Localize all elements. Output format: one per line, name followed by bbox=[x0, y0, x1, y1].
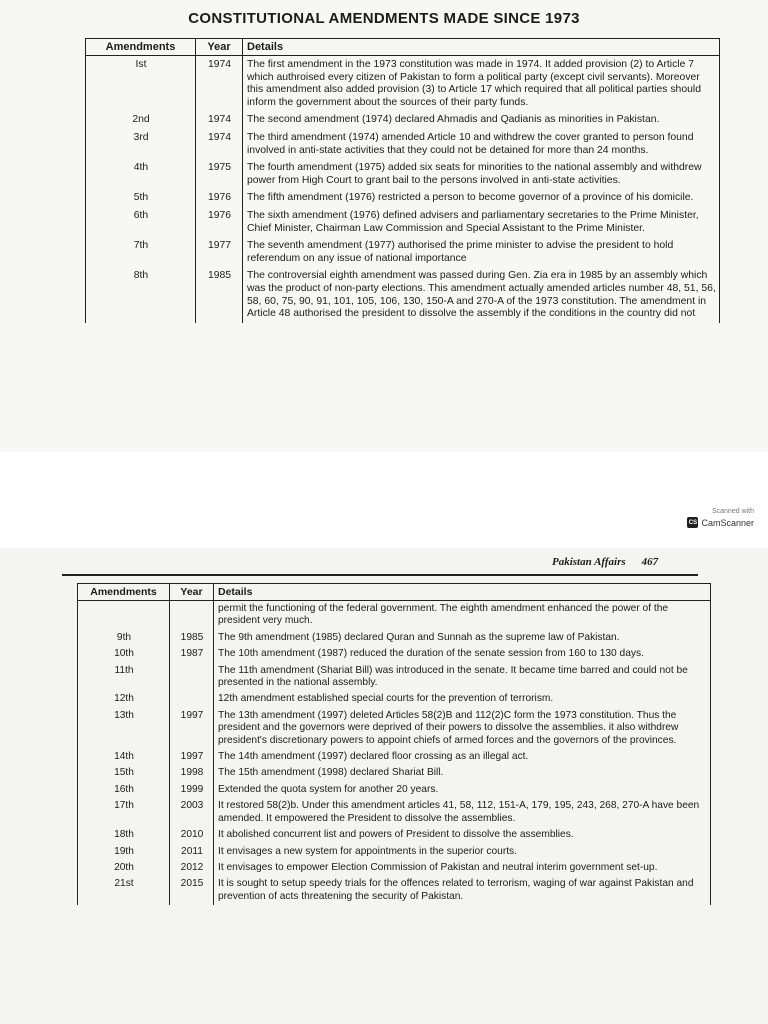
page-number: 467 bbox=[641, 556, 659, 568]
amendment-year: 1997 bbox=[170, 708, 214, 749]
amendment-number: 11th bbox=[78, 663, 170, 692]
amendment-number: 8th bbox=[86, 267, 196, 322]
amendment-year: 2003 bbox=[170, 798, 214, 827]
amendment-number: 3rd bbox=[86, 129, 196, 159]
table-row bbox=[78, 765, 711, 781]
table-row bbox=[78, 663, 711, 692]
amendment-number: 20th bbox=[78, 860, 170, 876]
scanner-brand bbox=[687, 517, 754, 528]
amendment-details: The first amendment in the 1973 constitution was made in 1974. It added provision (2) to Article 7 which authroised every citizen of Pakistan to form a political party (except civil servants). Moreover this amendment also added provision (3) to Article 17 which required that all political parties should inform the government about the sources of their party funds. bbox=[243, 56, 720, 112]
page-title: CONSTITUTIONAL AMENDMENTS MADE SINCE 1973 bbox=[188, 10, 580, 27]
amendment-details: The 13th amendment (1997) deleted Articles 58(2)B and 112(2)C form the 1973 constitution. Thus the president and the governors were deprived of their powers to dissolve the assemblies. it also withdrew president's discretionary powers to appoint chiefs of armed forces and the governors of the provinces. bbox=[214, 708, 711, 749]
amendment-number: 16th bbox=[78, 782, 170, 798]
table-row bbox=[86, 56, 720, 112]
header-details: Details bbox=[214, 584, 711, 601]
amendment-year: 1974 bbox=[196, 56, 243, 112]
table-row bbox=[86, 237, 720, 267]
amendment-year: 1998 bbox=[170, 765, 214, 781]
amendment-year: 1976 bbox=[196, 207, 243, 237]
amendment-details: The 15th amendment (1998) declared Shariat Bill. bbox=[214, 765, 711, 781]
header-year: Year bbox=[170, 584, 214, 601]
amendment-number: 2nd bbox=[86, 111, 196, 129]
amendment-number bbox=[78, 601, 170, 630]
page-scan-top bbox=[0, 0, 768, 452]
amendment-year: 1985 bbox=[196, 267, 243, 322]
amendment-number: 13th bbox=[78, 708, 170, 749]
amendment-number: 4th bbox=[86, 159, 196, 189]
table-row bbox=[86, 207, 720, 237]
table-row bbox=[86, 129, 720, 159]
amendment-year: 2012 bbox=[170, 860, 214, 876]
amendment-year bbox=[170, 691, 214, 707]
amendment-year bbox=[170, 663, 214, 692]
header-rule bbox=[62, 574, 698, 576]
amendment-number: 6th bbox=[86, 207, 196, 237]
amendment-year bbox=[170, 601, 214, 630]
amendment-year: 2011 bbox=[170, 844, 214, 860]
amendments-table-2 bbox=[77, 583, 711, 905]
amendment-details: The seventh amendment (1977) authorised the prime minister to advise the president to hold referendum on any issue of national importance bbox=[243, 237, 720, 267]
amendment-details: The second amendment (1974) declared Ahmadis and Qadianis as minorities in Pakistan. bbox=[243, 111, 720, 129]
table-row bbox=[78, 827, 711, 843]
scanner-caption: Scanned with bbox=[711, 508, 754, 515]
scanner-brand-name: CamScanner bbox=[701, 517, 754, 528]
amendment-details: The 9th amendment (1985) declared Quran and Sunnah as the supreme law of Pakistan. bbox=[214, 630, 711, 646]
table-row bbox=[86, 159, 720, 189]
amendment-year: 1985 bbox=[170, 630, 214, 646]
running-header bbox=[552, 556, 658, 568]
amendment-year: 1977 bbox=[196, 237, 243, 267]
amendment-year: 2015 bbox=[170, 876, 214, 905]
amendment-number: 5th bbox=[86, 189, 196, 207]
amendment-details: The fourth amendment (1975) added six seats for minorities to the national assembly and withdrew power from High Court to grant bail to the persons involved in anti-state activities. bbox=[243, 159, 720, 189]
table-row bbox=[78, 749, 711, 765]
amendment-details: It is sought to setup speedy trials for the offences related to terrorism, waging of war against Pakistan and prevention of acts threatening the security of Pakistan. bbox=[214, 876, 711, 905]
amendment-number: 14th bbox=[78, 749, 170, 765]
table-row bbox=[86, 267, 720, 322]
table-row bbox=[78, 860, 711, 876]
amendment-number: 12th bbox=[78, 691, 170, 707]
amendment-number: 21st bbox=[78, 876, 170, 905]
amendment-year: 2010 bbox=[170, 827, 214, 843]
amendment-year: 1976 bbox=[196, 189, 243, 207]
header-year: Year bbox=[196, 39, 243, 56]
amendment-number: 19th bbox=[78, 844, 170, 860]
table-header-row bbox=[78, 584, 711, 601]
amendment-details: The third amendment (1974) amended Article 10 and withdrew the cover granted to person found involved in anti-state activities that they could not be detained for more than 24 months. bbox=[243, 129, 720, 159]
amendment-details: 12th amendment established special courts for the prevention of terrorism. bbox=[214, 691, 711, 707]
page-scan-bottom bbox=[0, 548, 768, 1024]
book-title: Pakistan Affairs bbox=[552, 556, 626, 568]
amendment-details: The fifth amendment (1976) restricted a person to become governor of a province of his domicile. bbox=[243, 189, 720, 207]
scanner-watermark bbox=[687, 508, 754, 528]
amendment-year: 1974 bbox=[196, 129, 243, 159]
amendment-details: It envisages a new system for appointments in the superior courts. bbox=[214, 844, 711, 860]
table-row bbox=[78, 646, 711, 662]
amendment-year: 1974 bbox=[196, 111, 243, 129]
amendment-number: 17th bbox=[78, 798, 170, 827]
amendment-details: The 11th amendment (Shariat Bill) was introduced in the senate. It became time barred and could not be presented in the national assembly. bbox=[214, 663, 711, 692]
header-details: Details bbox=[243, 39, 720, 56]
amendment-number: 18th bbox=[78, 827, 170, 843]
amendment-number: 7th bbox=[86, 237, 196, 267]
table-row bbox=[78, 601, 711, 630]
table-row bbox=[78, 844, 711, 860]
cs-logo-icon: CS bbox=[687, 517, 698, 528]
table-row bbox=[78, 876, 711, 905]
amendment-details: The controversial eighth amendment was passed during Gen. Zia era in 1985 by an assembly which was the product of non-party elections. This amendment actually amended articles number 48, 51, 56, 58, 60, 75, 90, 91, 101, 105, 106, 130, 150-A and 270-A of the 1973 constitution. The amendment in Article 48 authorised the president to dissolve the assembly if the conditions in the country did not bbox=[243, 267, 720, 322]
table-row bbox=[78, 798, 711, 827]
table-row bbox=[78, 708, 711, 749]
amendment-number: Ist bbox=[86, 56, 196, 112]
amendment-year: 1987 bbox=[170, 646, 214, 662]
table-header-row bbox=[86, 39, 720, 56]
amendment-details: permit the functioning of the federal government. The eighth amendment enhanced the power of the president very much. bbox=[214, 601, 711, 630]
amendment-details: The 14th amendment (1997) declared floor crossing as an illegal act. bbox=[214, 749, 711, 765]
amendment-details: Extended the quota system for another 20 years. bbox=[214, 782, 711, 798]
table-row bbox=[78, 691, 711, 707]
amendment-details: It restored 58(2)b. Under this amendment articles 41, 58, 112, 151-A, 179, 195, 243, 268, 270-A have been amended. It empowered the President to dissolve the assemblies. bbox=[214, 798, 711, 827]
table-row bbox=[78, 782, 711, 798]
amendment-year: 1975 bbox=[196, 159, 243, 189]
amendment-year: 1997 bbox=[170, 749, 214, 765]
amendment-details: The 10th amendment (1987) reduced the duration of the senate session from 160 to 130 days. bbox=[214, 646, 711, 662]
amendment-details: It envisages to empower Election Commission of Pakistan and neutral interim government set-up. bbox=[214, 860, 711, 876]
amendment-details: It abolished concurrent list and powers of President to dissolve the assemblies. bbox=[214, 827, 711, 843]
header-amendments: Amendments bbox=[78, 584, 170, 601]
amendment-number: 15th bbox=[78, 765, 170, 781]
header-amendments: Amendments bbox=[86, 39, 196, 56]
amendment-number: 9th bbox=[78, 630, 170, 646]
amendment-details: The sixth amendment (1976) defined advisers and parliamentary secretaries to the Prime Minister, Chief Minister, Chairman Law Commission and Special Assistant to the Prime Minister. bbox=[243, 207, 720, 237]
amendment-number: 10th bbox=[78, 646, 170, 662]
table-row bbox=[86, 189, 720, 207]
table-row bbox=[86, 111, 720, 129]
amendment-year: 1999 bbox=[170, 782, 214, 798]
amendments-table-1 bbox=[85, 38, 720, 323]
table-row bbox=[78, 630, 711, 646]
